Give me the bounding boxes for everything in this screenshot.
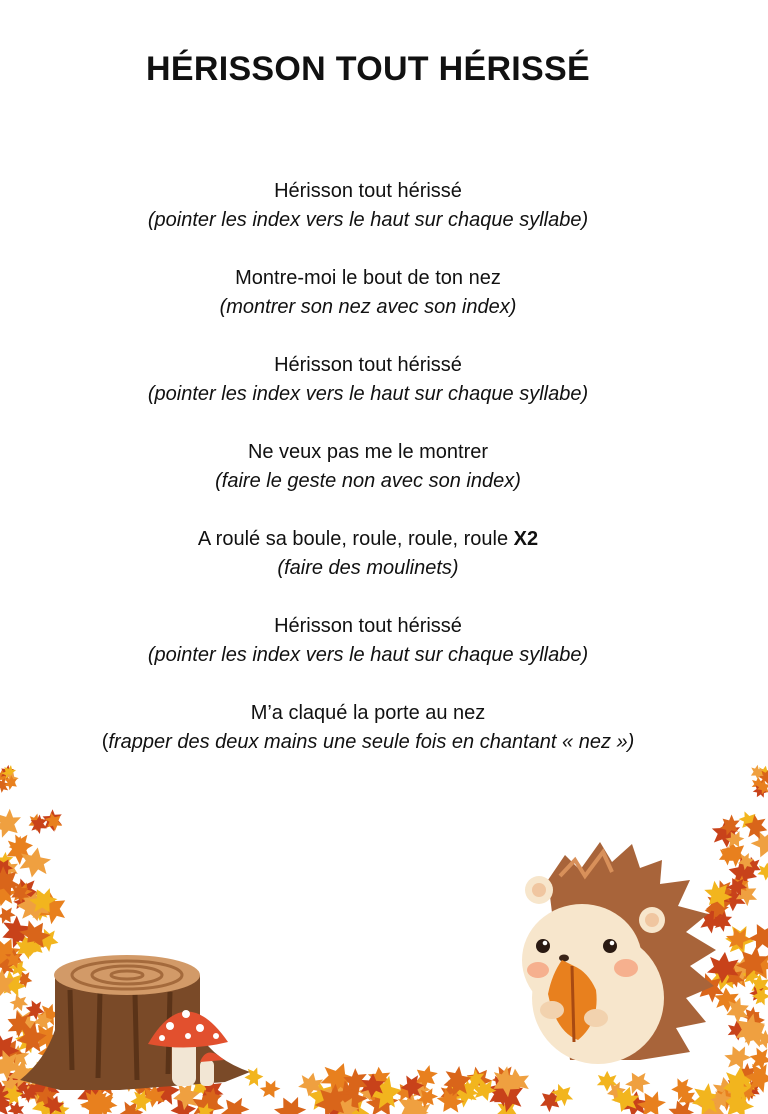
lyric-line: Hérisson tout hérissé [274,354,462,376]
lyric-text: A roulé sa boule, roule, roule, roule [197,528,514,550]
gesture-text: frapper des deux mains une seule fois en chantant « nez ») [108,731,635,753]
lyric-line: Montre-moi le bout de ton nez [235,267,501,289]
hedgehog-holding-leaf-icon [522,842,716,1064]
gesture-instruction: (pointer les index vers le haut sur chaque syllabe) [147,644,589,666]
autumn-illustration [0,760,768,1114]
stanza-1 [0,177,736,235]
gesture-instruction: (faire le geste non avec son index) [215,470,521,492]
gesture-paren: ( [101,731,109,753]
stanza-7 [0,699,736,757]
gesture-instruction: (pointer les index vers le haut sur chaque syllabe) [147,209,589,231]
lyric-line: Hérisson tout hérissé [274,180,462,202]
gesture-instruction: (pointer les index vers le haut sur chaque syllabe) [147,383,589,405]
lyric-line: Ne veux pas me le montrer [247,441,489,463]
lyric-line: Hérisson tout hérissé [274,615,462,637]
gesture-instruction: (montrer son nez avec son index) [219,296,517,318]
stanza-2 [0,264,736,322]
tree-stump-icon [20,955,250,1090]
stanza-4 [0,438,736,496]
lyric-line [0,525,736,554]
lyric-line: M’a claqué la porte au nez [250,702,486,724]
repeat-marker: X2 [513,528,539,550]
song-title: HÉRISSON TOUT HÉRISSÉ [146,50,590,88]
gesture-instruction [0,728,736,757]
stanza-5 [0,525,736,583]
gesture-instruction: (faire des moulinets) [277,557,459,579]
lyrics [0,177,736,786]
stanza-6 [0,612,736,670]
stanza-3 [0,351,736,409]
